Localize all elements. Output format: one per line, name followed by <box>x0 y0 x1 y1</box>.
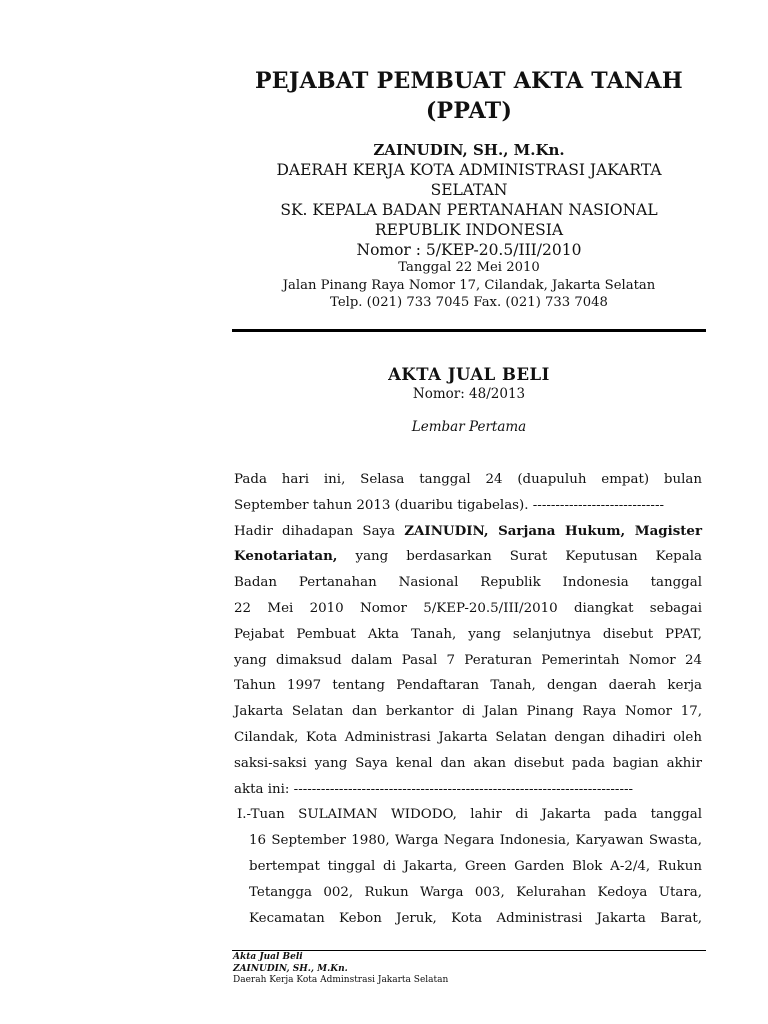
region-line2: SELATAN <box>430 181 508 199</box>
body-line: Pejabat Pembuat Akta Tanah, yang selanjutnya disebut PPAT, <box>234 626 702 642</box>
body-line <box>234 519 702 545</box>
footer-region: Daerah Kerja Kota Adminstrasi Jakarta Selatan <box>233 975 449 985</box>
office-contact: Telp. (021) 733 7045 Fax. (021) 733 7048 <box>330 295 608 310</box>
party-line: bertempat tinggal di Jakarta, Green Garden Blok A-2/4, Rukun <box>249 858 702 874</box>
deed-number: Nomor: 48/2013 <box>412 386 526 402</box>
body-line: Pada hari ini, Selasa tanggal 24 (duapuluh empat) bulan <box>234 472 702 487</box>
office-address: Jalan Pinang Raya Nomor 17, Cilandak, Jakarta Selatan <box>282 277 656 293</box>
body-line <box>234 544 702 570</box>
appointment-date: Tanggal 22 Mei 2010 <box>398 260 540 275</box>
page-footer <box>233 952 448 987</box>
deed-sheet: Lembar Pertama <box>411 419 527 435</box>
region-line1: DAERAH KERJA KOTA ADMINISTRASI JAKARTA <box>276 161 662 179</box>
sk-line1: SK. KEPALA BADAN PERTANAHAN NASIONAL <box>280 201 658 219</box>
header-divider <box>232 329 706 332</box>
ppat-title-inline: Kenotariatan, <box>234 548 338 565</box>
sk-number: Nomor : 5/KEP-20.5/III/2010 <box>356 241 582 259</box>
office-title-line2: (PPAT) <box>425 98 513 124</box>
office-title-line1: PEJABAT PEMBUAT AKTA TANAH <box>254 68 684 94</box>
body-line: akta ini: --------------------------------------------------------------------------- <box>234 781 634 797</box>
body-line: Tahun 1997 tentang Pendaftaran Tanah, dengan daerah kerja <box>234 678 702 694</box>
ppat-credentials <box>232 160 706 260</box>
footer-deed-title: Akta Jual Beli <box>233 952 303 962</box>
body-line: Badan Pertanahan Nasional Republik Indonesia tanggal <box>234 575 702 591</box>
body-line: 22 Mei 2010 Nomor 5/KEP-20.5/III/2010 diangkat sebagai <box>234 600 702 616</box>
party-line: Tetangga 002, Rukun Warga 003, Kelurahan Kedoya Utara, <box>249 884 702 900</box>
deed-title: AKTA JUAL BELI <box>388 365 550 384</box>
body-line: Cilandak, Kota Administrasi Jakarta Selatan dengan dihadiri oleh <box>234 729 702 745</box>
party-line: Kecamatan Kebon Jeruk, Kota Administrasi Jakarta Barat, <box>249 910 702 926</box>
body-line: September tahun 2013 (duaribu tigabelas). ----------------------------- <box>234 497 664 513</box>
party-line: I.-Tuan SULAIMAN WIDODO, lahir di Jakarta pada tanggal <box>237 807 702 823</box>
office-details <box>232 259 706 312</box>
body-line: Jakarta Selatan dan berkantor di Jalan Pinang Raya Nomor 17, <box>234 704 702 720</box>
party-line: 16 September 1980, Warga Negara Indonesia, Karyawan Swasta, <box>249 833 702 849</box>
body-line: saksi-saksi yang Saya kenal dan akan disebut pada bagian akhir <box>234 755 702 771</box>
footer-ppat-name: ZAINUDIN, SH., M.Kn. <box>233 963 348 974</box>
sk-line2: REPUBLIK INDONESIA <box>374 221 564 239</box>
office-title <box>232 66 706 126</box>
footer-divider <box>232 950 706 951</box>
deed-body <box>234 467 702 931</box>
ppat-name: ZAINUDIN, SH., M.Kn. <box>373 141 565 159</box>
body-text: Hadir dihadapan Saya <box>234 523 405 539</box>
body-text: yang berdasarkan Surat Keputusan Kepala <box>337 549 702 565</box>
body-line: yang dimaksud dalam Pasal 7 Peraturan Pemerintah Nomor 24 <box>234 652 702 668</box>
ppat-name-inline: ZAINUDIN, Sarjana Hukum, Magister <box>404 522 702 539</box>
